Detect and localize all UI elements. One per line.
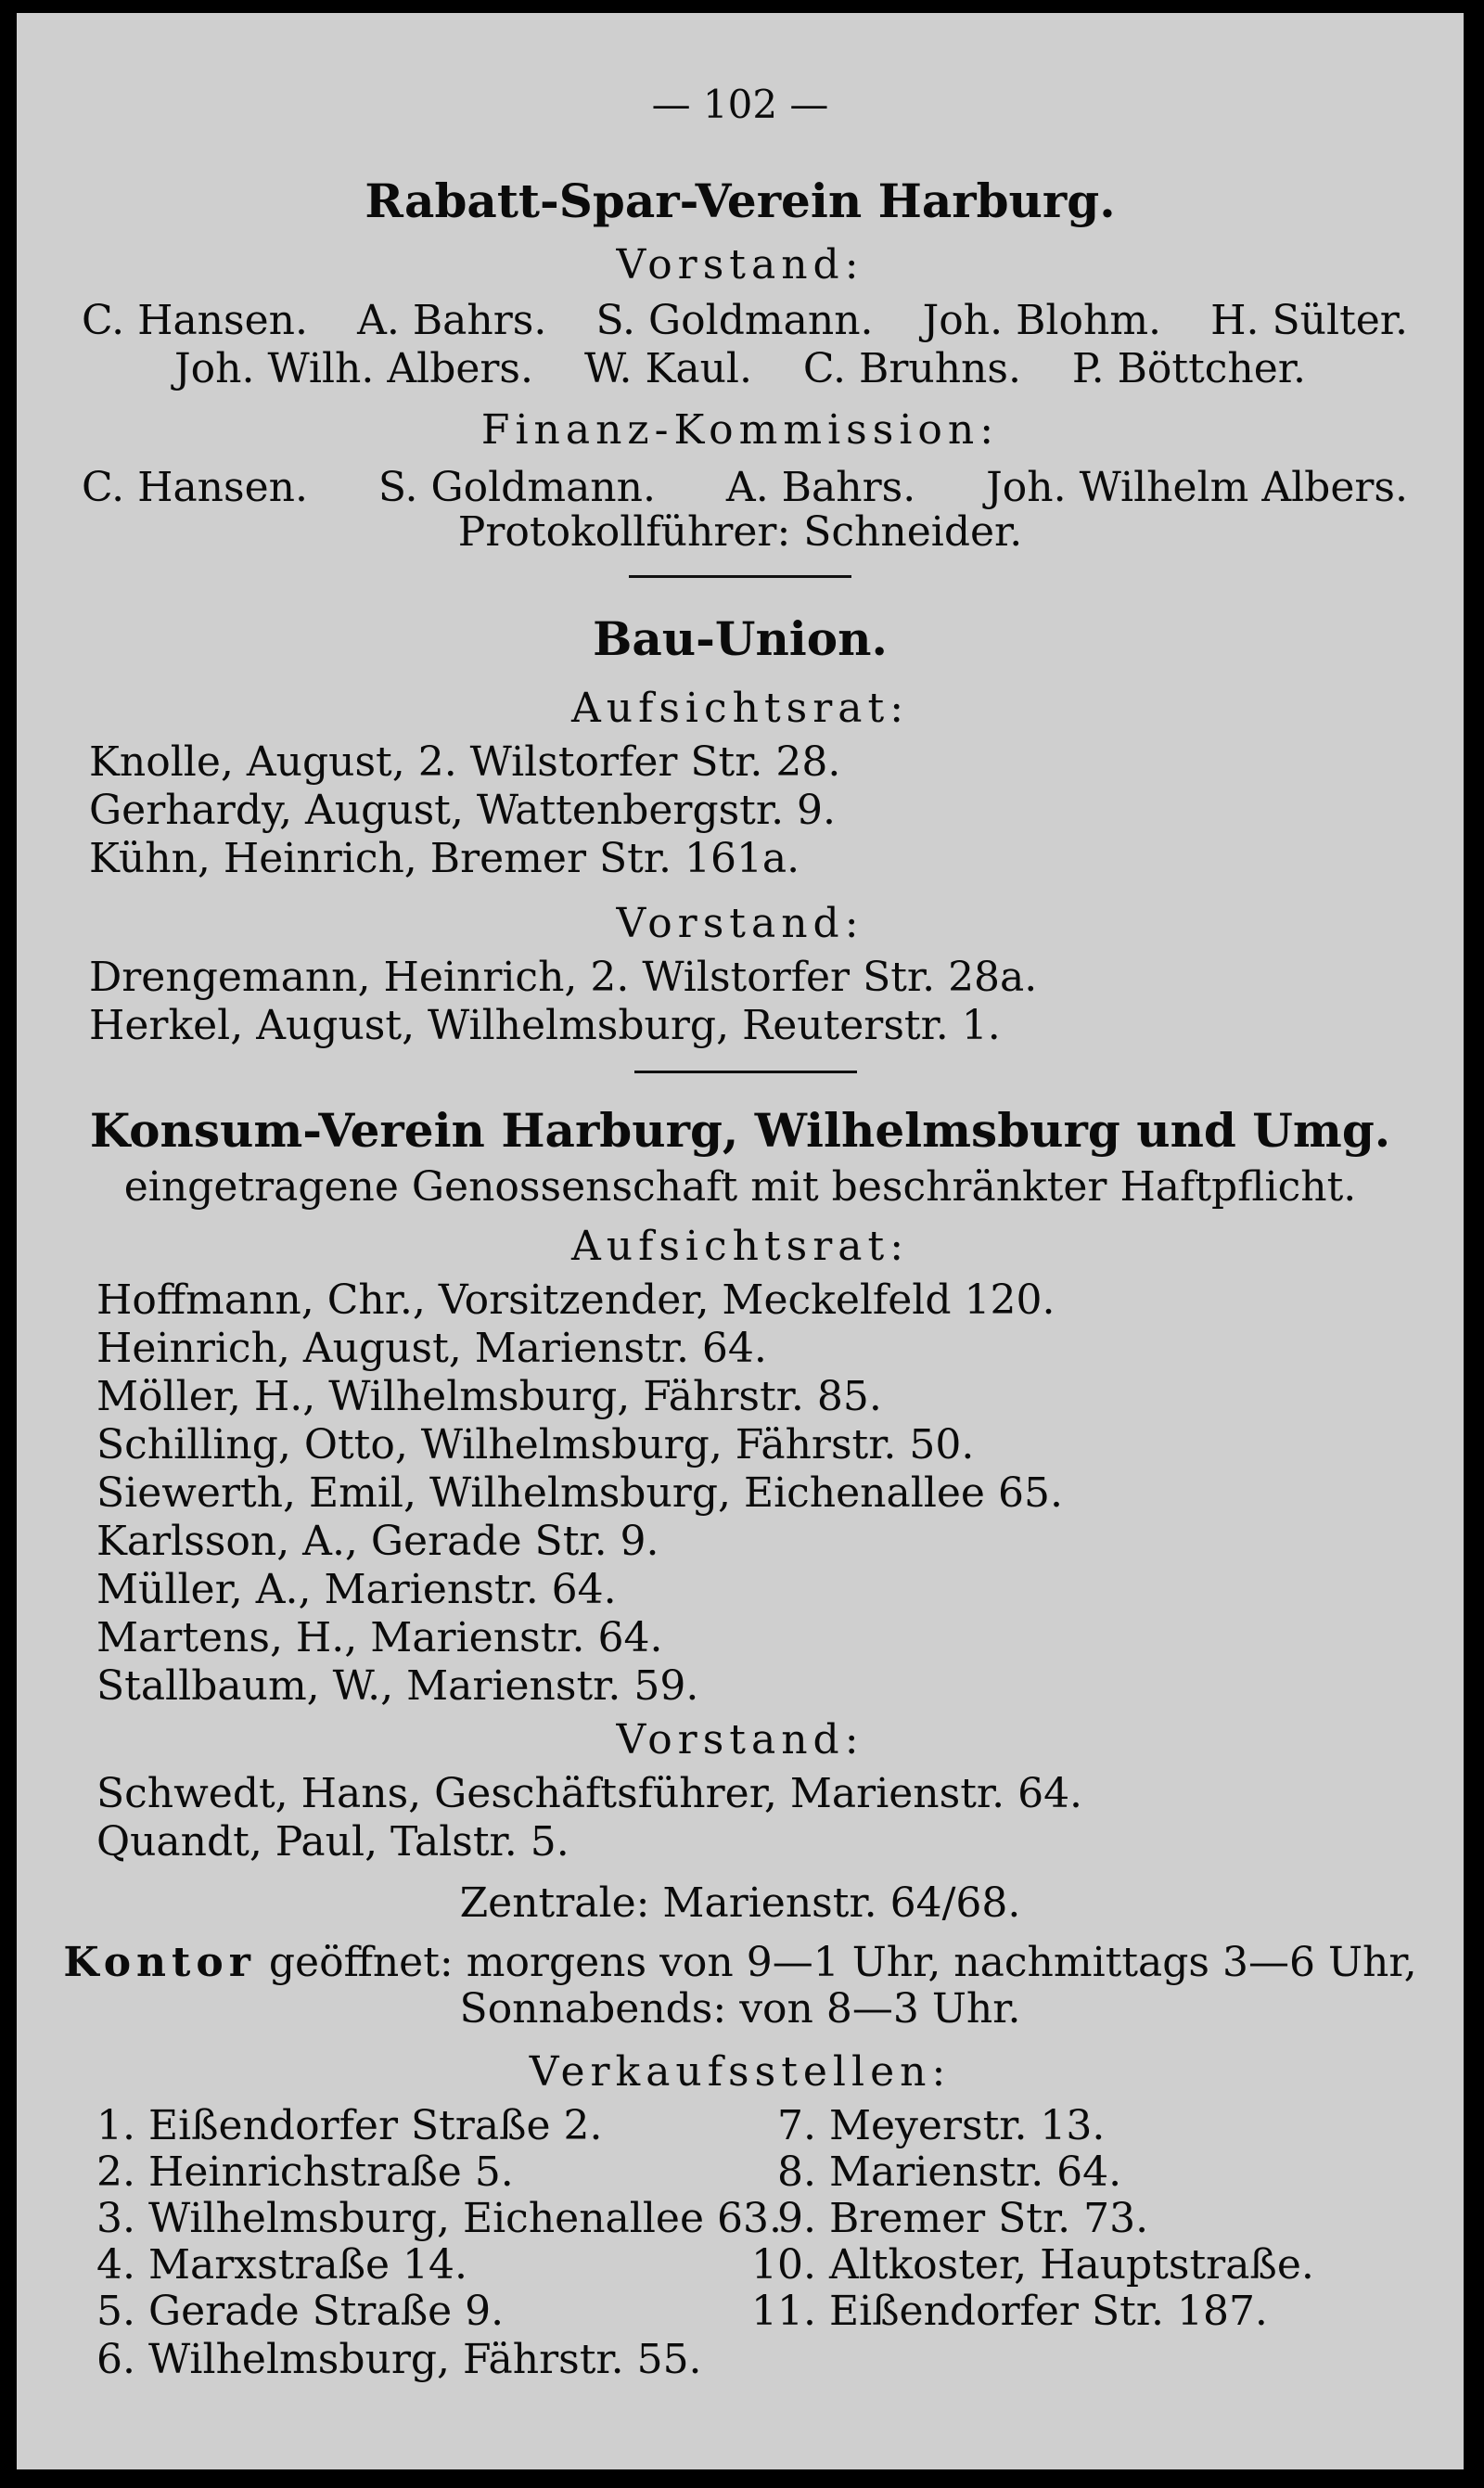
divider <box>629 575 851 578</box>
bau-title: Bau-Union. <box>593 611 888 666</box>
konsum-subtitle: eingetragene Genossenschaft mit beschränkter Haftpflicht. <box>123 1163 1357 1211</box>
member-name: Joh. Wilh. Albers. <box>174 345 533 392</box>
konsum-aufsichtsrat-label: Aufsichtsrat: <box>570 1223 910 1270</box>
finanz-label: Finanz-Kommission: <box>480 406 1000 454</box>
konsum-aufsichtsrat-item: Stallbaum, W., Marienstr. 59. <box>96 1662 699 1710</box>
kontor-line <box>17 1939 1464 1986</box>
document-page <box>17 13 1464 2469</box>
konsum-aufsichtsrat-item: Müller, A., Marienstr. 64. <box>96 1566 617 1613</box>
member-name: S. Goldmann. <box>377 464 656 511</box>
konsum-vorstand-item: Schwedt, Hans, Geschäftsführer, Marienstr. 64. <box>96 1770 1083 1817</box>
rabatt-title: Rabatt-Spar-Verein Harburg. <box>365 173 1116 228</box>
verkaufsstelle: 9. Bremer Str. 73. <box>777 2195 1149 2242</box>
member-name: H. Sülter. <box>1210 297 1408 344</box>
member-name: C. Hansen. <box>82 297 308 344</box>
bau-aufsichtsrat-label: Aufsichtsrat: <box>570 685 910 732</box>
rabatt-vorstand-line2 <box>174 345 1306 392</box>
verkaufsstelle: 3. Wilhelmsburg, Eichenallee 63. <box>96 2195 782 2242</box>
bau-vorstand-item: Herkel, August, Wilhelmsburg, Reuterstr. 1. <box>89 1002 1001 1049</box>
verkaufsstelle: 1. Eißendorfer Straße 2. <box>96 2102 603 2149</box>
konsum-aufsichtsrat-item: Karlsson, A., Gerade Str. 9. <box>96 1518 659 1565</box>
konsum-aufsichtsrat-item: Siewerth, Emil, Wilhelmsburg, Eichenallee 65. <box>96 1469 1063 1517</box>
konsum-aufsichtsrat-item: Möller, H., Wilhelmsburg, Fährstr. 85. <box>96 1373 882 1420</box>
konsum-aufsichtsrat-item: Martens, H., Marienstr. 64. <box>96 1614 663 1661</box>
konsum-aufsichtsrat-item: Heinrich, August, Marienstr. 64. <box>96 1325 767 1372</box>
verkaufsstelle: 11. Eißendorfer Str. 187. <box>751 2288 1268 2335</box>
verkaufsstelle: 8. Marienstr. 64. <box>777 2148 1122 2196</box>
member-name: P. Böttcher. <box>1071 345 1306 392</box>
zentrale: Zentrale: Marienstr. 64/68. <box>459 1879 1021 1927</box>
member-name: W. Kaul. <box>583 345 752 392</box>
verkaufsstelle: 7. Meyerstr. 13. <box>777 2102 1106 2149</box>
bau-vorstand-item: Drengemann, Heinrich, 2. Wilstorfer Str. 28a. <box>89 954 1038 1001</box>
member-name: A. Bahrs. <box>725 464 916 511</box>
bau-aufsichtsrat-item: Kühn, Heinrich, Bremer Str. 161a. <box>89 835 800 882</box>
konsum-vorstand-label: Vorstand: <box>616 1716 864 1763</box>
member-name: A. Bahrs. <box>357 297 547 344</box>
page-number: — 102 — <box>651 82 829 127</box>
konsum-vorstand-item: Quandt, Paul, Talstr. 5. <box>96 1818 569 1866</box>
konsum-title: Konsum-Verein Harburg, Wilhelmsburg und Umg. <box>89 1103 1391 1158</box>
divider <box>634 1071 857 1073</box>
bau-vorstand-label: Vorstand: <box>616 900 864 947</box>
verkaufsstelle: 5. Gerade Straße 9. <box>96 2288 505 2335</box>
kontor-saturday: Sonnabends: von 8—3 Uhr. <box>459 1985 1021 2033</box>
verkaufsstelle: 6. Wilhelmsburg, Fährstr. 55. <box>96 2336 702 2383</box>
member-name: C. Bruhns. <box>802 345 1021 392</box>
member-name: C. Hansen. <box>82 464 308 511</box>
rabatt-vorstand-line1 <box>82 297 1408 344</box>
kontor-hours: geöffnet: morgens von 9—1 Uhr, nachmittags 3—6 Uhr, <box>268 1939 1417 1986</box>
rabatt-vorstand-label: Vorstand: <box>616 241 864 289</box>
bau-aufsichtsrat-item: Knolle, August, 2. Wilstorfer Str. 28. <box>89 738 841 786</box>
verkaufsstelle: 4. Marxstraße 14. <box>96 2241 468 2289</box>
kontor-label: Kontor <box>63 1939 256 1986</box>
konsum-aufsichtsrat-item: Schilling, Otto, Wilhelmsburg, Fährstr. 50. <box>96 1421 975 1468</box>
konsum-aufsichtsrat-item: Hoffmann, Chr., Vorsitzender, Meckelfeld 120. <box>96 1276 1055 1324</box>
member-name: Joh. Wilhelm Albers. <box>986 464 1408 511</box>
verkaufsstelle: 10. Altkoster, Hauptstraße. <box>751 2241 1314 2289</box>
protokollfuehrer: Protokollführer: Schneider. <box>457 508 1023 556</box>
member-name: Joh. Blohm. <box>922 297 1162 344</box>
member-name: S. Goldmann. <box>595 297 874 344</box>
bau-aufsichtsrat-item: Gerhardy, August, Wattenbergstr. 9. <box>89 787 837 834</box>
verkaufsstellen-label: Verkaufsstellen: <box>529 2048 952 2096</box>
verkaufsstelle: 2. Heinrichstraße 5. <box>96 2148 514 2196</box>
finanz-line <box>82 464 1408 511</box>
